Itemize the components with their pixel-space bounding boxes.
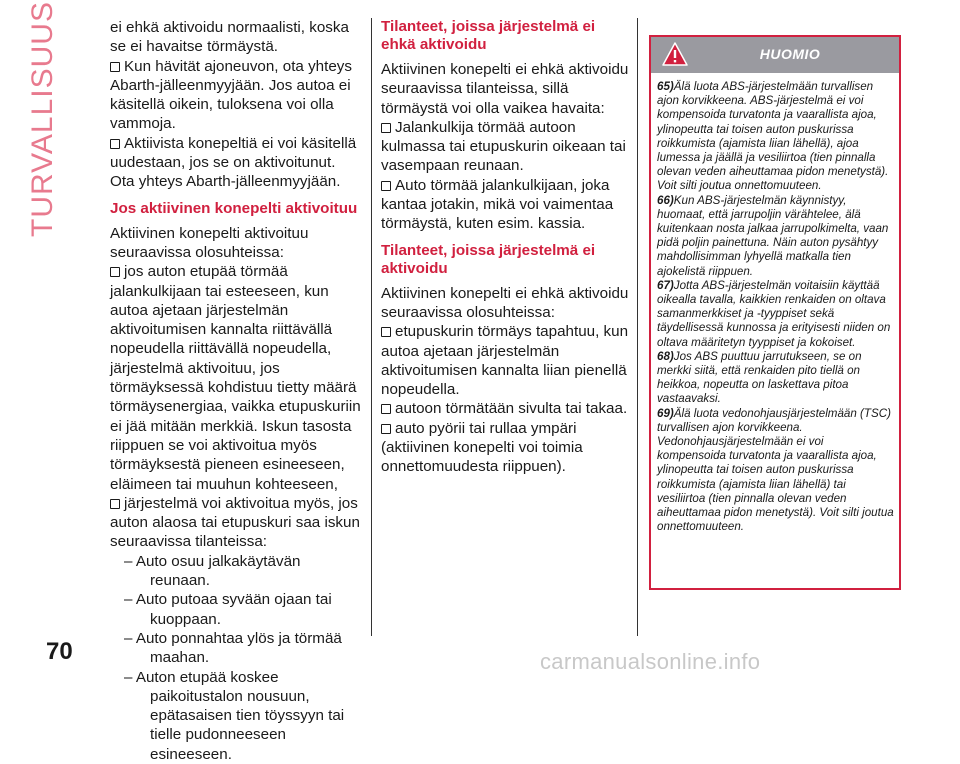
bullet-text: auto pyörii tai rullaa ympäri (aktiivinen konepelti voi toimia onnettomuudesta riippuen). [381,419,583,476]
text-column-2 [381,18,631,477]
warning-box [649,35,901,590]
text-column-1 [110,18,362,764]
bullet-text: Aktiivista konepeltiä ei voi käsitellä uudestaan, jos se on aktivoitunut. Ota yhteys Abarth-jälleenmyyjään. [110,134,357,191]
note-text: Jos ABS puuttuu jarrutukseen, se on merkki siitä, että renkaiden pito tiellä on heikkoa, nopeutta on laskettava pitoa vastaavaksi. [657,349,862,406]
section-side-tab [6,1,80,237]
warning-notes [651,73,899,535]
bullet-item [381,176,631,234]
warning-note [657,407,894,535]
section-title: TURVALLISUUS [26,1,59,237]
note-number: 65) [657,80,674,93]
warning-note [657,194,894,279]
column-divider-right [637,18,638,636]
warning-note [657,350,894,407]
warning-header [651,37,899,73]
note-text: Älä luota ABS-järjestelmään turvallisen ajon korvikkeena. ABS-järjestelmä ei voi kompensoida turvatonta ja vaarallista ajoa, ylinopeutta tai toisen auton puskurissa roikkumista (ajamista liian lähellä), ajoa lumessa ja jäällä ja vesiliirtoa (tien pinnalla olevan veden aiheuttamaa pidon menetystä). Voit silti joutua onnettomuuteen. [657,80,889,193]
bullet-text: järjestelmä voi aktivoitua myös, jos auton alaosa tai etupuskuri saa iskun seuraavissa tilanteissa: [110,494,360,551]
bullet-text: etupuskurin törmäys tapahtuu, kun autoa ajetaan järjestelmän aktivoitumisen kannalta liian pienellä nopeudella. [381,323,629,399]
checkbox-bullet-icon [110,267,120,277]
checkbox-bullet-icon [381,123,391,133]
bullet-text: Jalankulkija törmää autoon kulmassa tai etupuskurin oikeaan tai vasempaan reunaan. [381,118,626,175]
bullet-item [381,322,631,399]
checkbox-bullet-icon [110,139,120,149]
bullet-text: Kun hävität ajoneuvon, ota yhteys Abarth-jälleenmyyjään. Jos autoa ei käsitellä oikein, tuloksena voi olla vammoja. [110,57,352,133]
watermark: carmanualsonline.info [540,649,761,674]
paragraph: ei ehkä aktivoidu normaalisti, koska se ei havaitse törmäystä. [110,19,349,56]
paragraph: Aktiivinen konepelti aktivoituu seuraavissa olosuhteissa: [110,224,309,261]
bullet-item [110,134,362,192]
checkbox-bullet-icon [381,327,391,337]
dash-item: – Auto ponnahtaa ylös ja törmää maahan. [124,629,342,667]
note-number: 68) [657,349,674,363]
note-text: Kun ABS-järjestelmän käynnistyy, huomaat, että jarrupoljin värähtelee, älä kuitenkaan nosta jalkaa jarrupolkimelta, vaan pidä poljin painettuna. Näin auton pysähtyy mahdollisimman lyhyellä matkalla tien ajokelistä riippuen. [657,193,889,278]
page-number: 70 [46,638,73,665]
bullet-text: autoon törmätään sivulta tai takaa. [395,400,628,418]
section-heading: Tilanteet, joissa järjestelmä ei ehkä aktivoidu [381,18,596,53]
paragraph: Aktiivinen konepelti ei ehkä aktivoidu seuraavissa olosuhteissa: [381,284,629,321]
section-heading: Jos aktiivinen konepelti aktivoituu [110,199,358,217]
bullet-item [381,419,631,477]
column-divider-left [371,18,372,636]
note-number: 69) [657,406,674,420]
checkbox-bullet-icon [110,62,120,72]
note-text: Älä luota vedonohjausjärjestelmään (TSC) turvallisen ajon korvikkeena. Vedonohjausjärjestelmään ei voi kompensoida turvatonta ja vaarallista ajoa, ylinopeutta tai toisen auton puskurissa roikkumista (ajamista liian lähellä) tai vesiliirtoa (tien pinnalla olevan veden aiheuttamaa pidon menetystä). Voit silti joutua onnettomuuteen. [657,406,894,534]
dash-item: – Auton etupää koskee paikoitustalon nousuun, epätasaisen tien töyssyyn tai tielle pudonneeseen esineeseen. [124,668,345,763]
note-number: 66) [657,193,674,207]
bullet-item [110,262,362,494]
checkbox-bullet-icon [381,404,391,414]
paragraph: Aktiivinen konepelti ei ehkä aktivoidu seuraavissa tilanteissa, sillä törmäystä voi olla vaikea havaita: [381,61,629,117]
warning-note [657,80,894,194]
bullet-item [110,494,362,552]
dash-item: – Auto putoaa syvään ojaan tai kuoppaan. [124,591,332,628]
bullet-item [110,57,362,134]
note-number: 67) [657,278,674,292]
checkbox-bullet-icon [110,499,120,509]
bullet-item [381,399,631,418]
bullet-text: Auto törmää jalankulkijaan, joka kantaa jotakin, mikä voi vaimentaa törmäystä, kuten esim. kassia. [381,176,614,233]
bullet-text: jos auton etupää törmää jalankulkijaan tai esteeseen, kun autoa ajetaan järjestelmän aktivoitumisen kannalta riittävällä nopeudella riittävällä nopeudella, järjestelmä aktivoituu, jos törmäyksessä kohdistuu tietty määrä törmäysenergiaa, vaikka etupuskuriin ei jää mitään merkkiä. Iskun tasosta riippuen se voi aktivoitua myös törmäyksestä pieneen esineeseen, eläimeen tai muuhun kohteeseen, [110,263,361,493]
warning-note [657,279,894,350]
note-text: Jotta ABS-järjestelmän voitaisiin käyttää oikealla tavalla, kaikkien renkaiden on oltava samanmerkkiset ja -tyyppiset sekä täydellisessä kunnossa ja erityisesti niiden on oltava määritetyn tyyppiset ja kokoiset. [657,278,891,349]
checkbox-bullet-icon [381,181,391,191]
warning-title: HUOMIO [759,46,821,62]
bullet-item [381,118,631,176]
section-heading: Tilanteet, joissa järjestelmä ei aktivoidu [381,241,596,277]
checkbox-bullet-icon [381,424,391,434]
dash-item: – Auto osuu jalkakäytävän reunaan. [124,552,301,590]
